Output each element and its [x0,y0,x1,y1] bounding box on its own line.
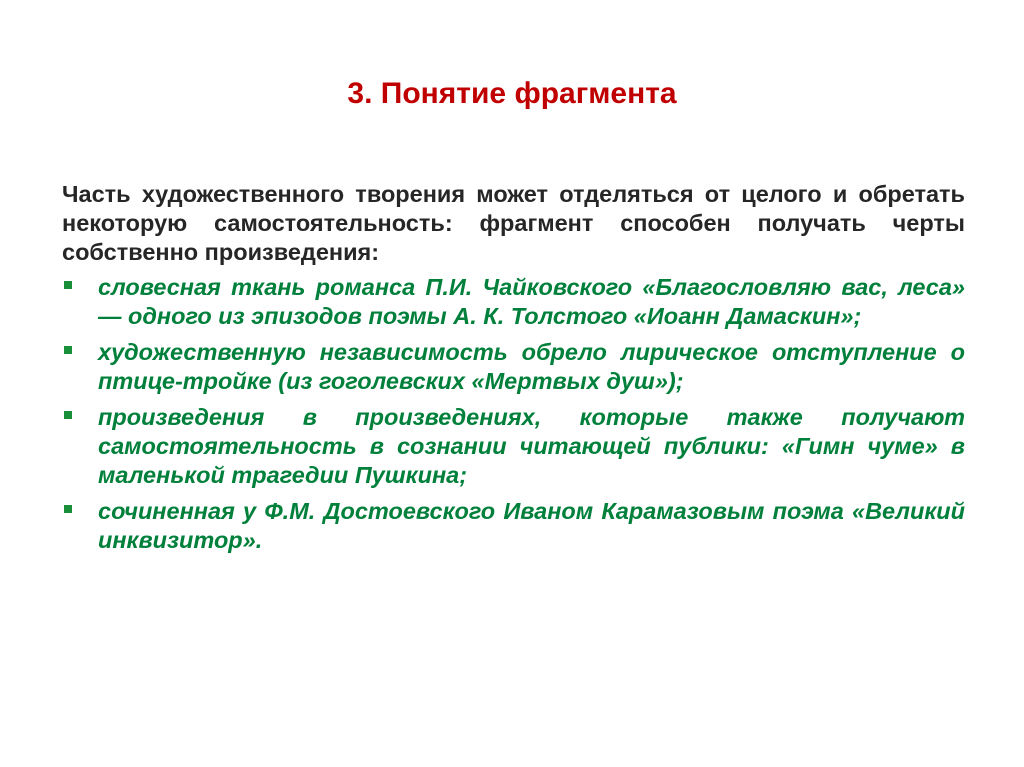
square-bullet-icon [64,505,72,513]
bullet-text: художественную независимость обрело лирическое отступление о птице-тройке (из гоголевских «Мертвых душ»); [98,339,965,394]
square-bullet-icon [64,346,72,354]
bullet-item [62,338,965,396]
bullet-list [62,273,965,555]
bullet-item [62,403,965,490]
slide-title: 3. Понятие фрагмента [347,77,677,110]
square-bullet-icon [64,411,72,419]
bullet-item [62,497,965,555]
square-bullet-icon [64,281,72,289]
intro-paragraph: Часть художественного творения может отделяться от целого и обретать некоторую самостоятельность: фрагмент способен получать черты собственно произведения: [62,181,965,265]
bullet-item [62,273,965,331]
bullet-text: произведения в произведениях, которые также получают самостоятельность в сознании читающей публики: «Гимн чуме» в маленькой трагедии Пушкина; [98,404,965,488]
bullet-text: сочиненная у Ф.М. Достоевского Иваном Карамазовым поэма «Великий инквизитор». [98,498,965,553]
bullet-text: словесная ткань романса П.И. Чайковского «Благословляю вас, леса» — одного из эпизодов поэмы А. К. Толстого «Иоанн Дамаскин»; [98,274,965,329]
slide-content [62,180,965,562]
